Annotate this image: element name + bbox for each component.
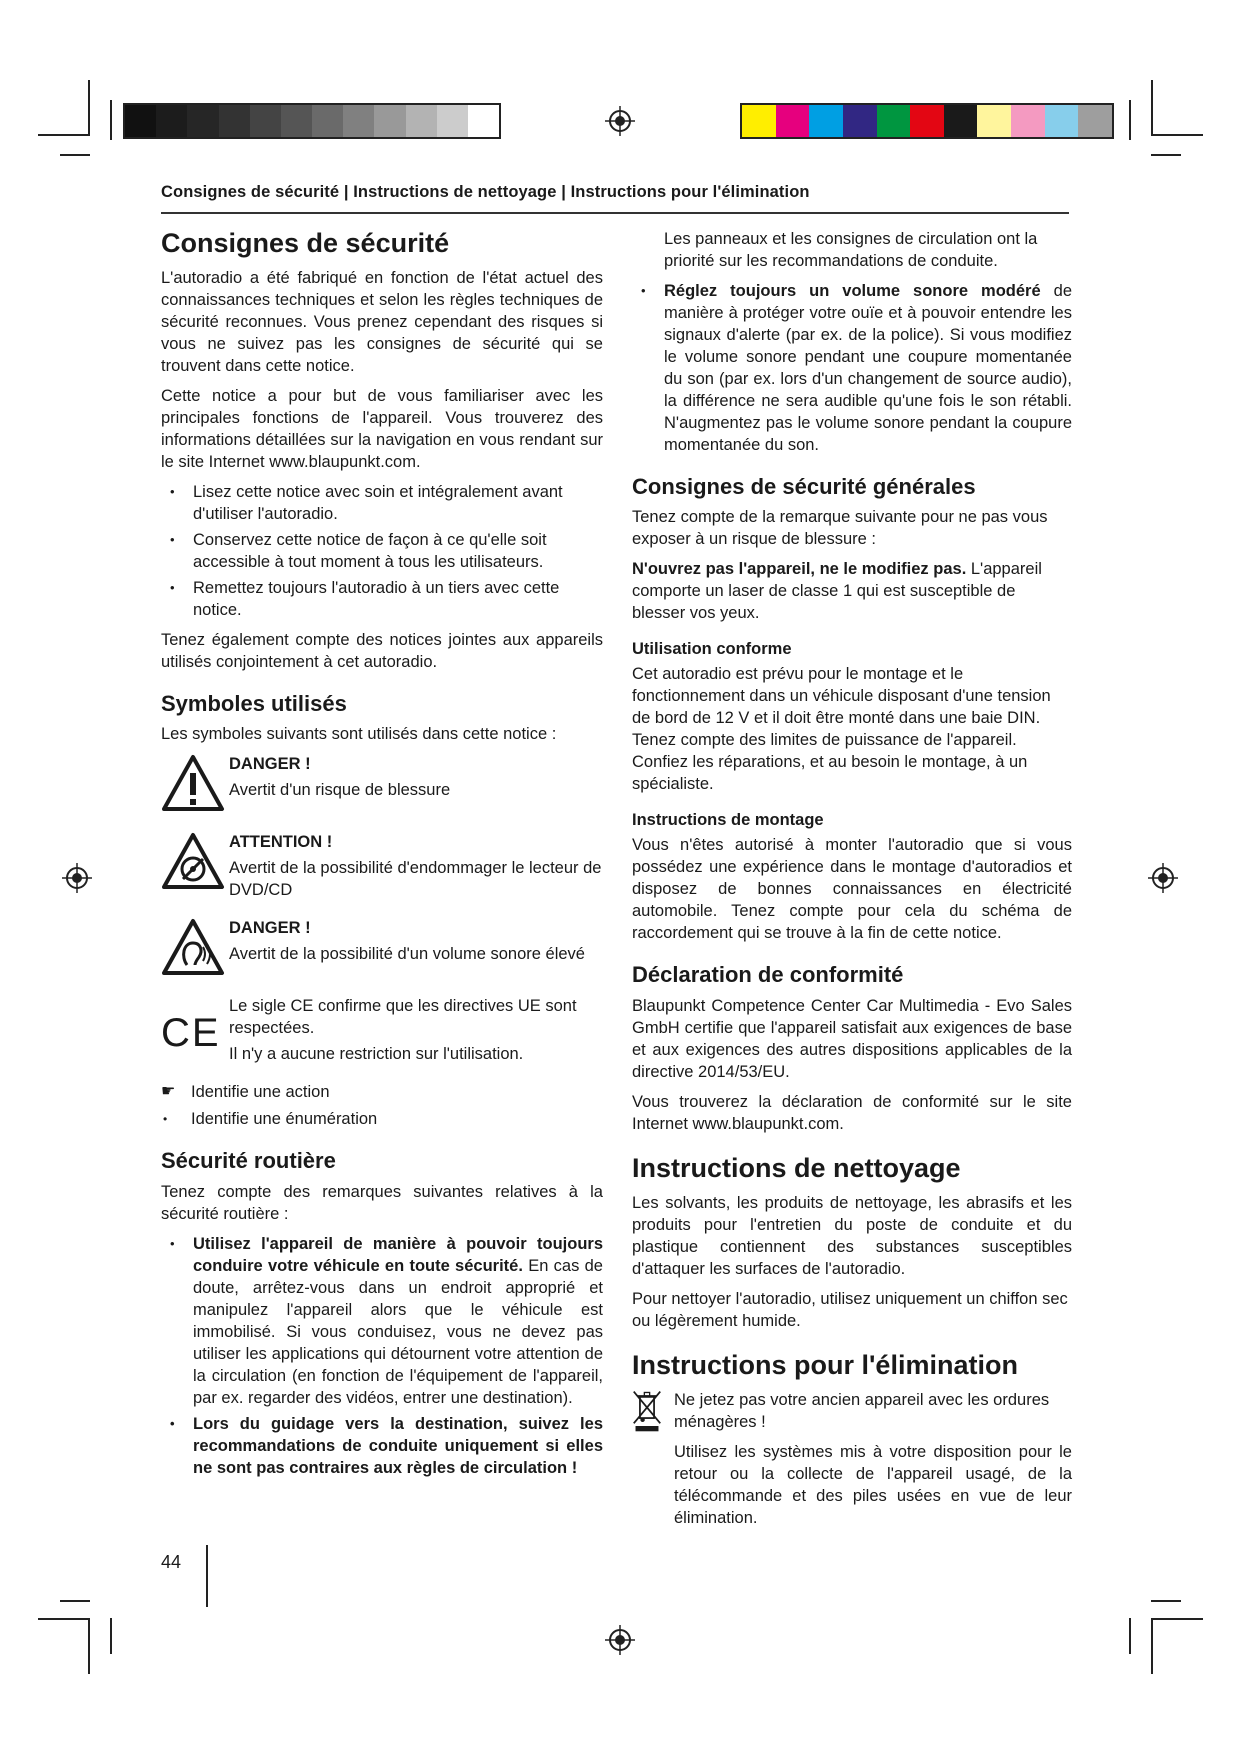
subsection-title-mounting: Instructions de montage <box>632 811 824 830</box>
symbol-title: DANGER ! <box>229 755 311 774</box>
section-title-cleaning: Instructions de nettoyage <box>632 1152 961 1183</box>
paragraph: Les symboles suivants sont utilisés dans cette notice : <box>161 725 557 744</box>
section-title-road-safety: Sécurité routière <box>161 1148 336 1174</box>
paragraph: Cette notice a pour but de vous familiariser avec les principales fonctions de l'appareil. Vous trouverez des informations détaillées sur la navigation en vous rendant sur le site Internet www.blaupunkt.com. <box>161 387 603 472</box>
calibration-swatch <box>1011 105 1045 137</box>
paragraph: L'autoradio a été fabriqué en fonction de l'état actuel des connaissances techniques et selon les règles techniques de sécurité reconnues. Vous prenez cependant des risques si vous ne suivez pas les consignes de sécurité qui se trouvent dans cette notice. <box>161 269 603 376</box>
paragraph: Vous n'êtes autorisé à monter l'autoradio que si vous possédez une expérience dans le montage d'autoradios et disposez de bonnes connaissances en électricité automobile. Tenez compte pour cela du schéma de raccordement qui se trouve à la fin de cette notice. <box>632 836 1072 943</box>
calibration-swatch <box>187 105 218 137</box>
list-item: • Lisez cette notice avec soin et intégralement avant d'utiliser l'autoradio. <box>161 481 603 525</box>
ce-note: Il n'y a aucune restriction sur l'utilisation. <box>229 1045 524 1064</box>
symbol-volume-danger <box>161 917 603 979</box>
crop-mark <box>1129 1618 1131 1654</box>
paragraph: Tenez compte des remarques suivantes relatives à la sécurité routière : <box>161 1182 603 1223</box>
calibration-swatch <box>343 105 374 137</box>
subsection-title-intended-use: Utilisation conforme <box>632 640 792 659</box>
crop-mark <box>38 134 90 136</box>
paragraph: Vous trouverez la déclaration de conformité sur le site Internet www.blaupunkt.com. <box>632 1092 1072 1133</box>
crop-mark <box>1151 1618 1153 1674</box>
calibration-swatch <box>374 105 405 137</box>
registration-mark-icon <box>605 1625 635 1655</box>
left-column <box>161 228 603 1487</box>
crop-mark <box>60 1600 90 1602</box>
crop-mark <box>1151 80 1153 136</box>
registration-mark-icon <box>62 863 92 893</box>
crossed-bin-icon <box>632 1389 674 1438</box>
crop-mark <box>60 154 90 156</box>
disposal-block <box>632 1389 1072 1537</box>
action-label: Identifie une action <box>191 1083 330 1102</box>
footer-rule <box>206 1545 208 1607</box>
paragraph: Cet autoradio est prévu pour le montage et le fonctionnement dans un véhicule disposant d'une tension de bord de 12 V et il doit être monté dans une baie DIN. Tenez compte des limites de puissance de l'appareil. Confiez les réparations, et au besoin le montage, à un spécialiste. <box>632 665 1051 794</box>
enumeration-marker-row <box>161 1108 603 1130</box>
right-column <box>632 228 1072 1537</box>
crop-mark <box>88 80 90 136</box>
paragraph: Les solvants, les produits de nettoyage, les abrasifs et les produits pour l'entretien du poste de conduite et du plastique contiennent des substances susceptibles d'attaquer les surfaces de l'autoradio. <box>632 1193 1072 1278</box>
calibration-swatch <box>312 105 343 137</box>
calibration-swatch <box>468 105 499 137</box>
calibration-swatch <box>776 105 810 137</box>
action-marker-row <box>161 1081 603 1103</box>
symbol-ce <box>161 995 603 1065</box>
symbol-title: DANGER ! <box>229 919 311 938</box>
list-item: • Réglez toujours un volume sonore modéré de manière à protéger votre ouïe et à pouvoir entendre les signaux d'alerte (par ex. de la police). Si vous modifiez le volume sonore pendant une coupure momentanée du son (par ex. lors d'un changement de source audio), la différence ne sera audible qu'une fois le son rétabli. N'augmentez pas le volume sonore pendant la coupure momentanée du son. <box>632 280 1072 456</box>
symbol-description: Avertit de la possibilité d'un volume sonore élevé <box>229 945 585 964</box>
crop-mark <box>1129 100 1131 140</box>
bullet-list <box>632 280 1072 456</box>
calibration-swatch <box>1045 105 1079 137</box>
bullet-list <box>161 1233 603 1479</box>
list-item: • Utilisez l'appareil de manière à pouvoir toujours conduire votre véhicule en toute sécurité. En cas de doute, arrêtez-vous dans un endroit approprié et manipulez l'appareil alors que le véhicule est immobilisé. Si vous conduisez, vous ne devez pas utiliser les applications qui détournent votre attention de la circulation (en fonction de l'équipement de l'appareil, par ex. regarder des vidéos, entrer une destination). <box>161 1233 603 1409</box>
section-title-symbols: Symboles utilisés <box>161 691 347 717</box>
paragraph: Les panneaux et les consignes de circulation ont la priorité sur les recommandations de conduite. <box>664 230 1038 270</box>
list-item: • Conservez cette notice de façon à ce qu'elle soit accessible à tout moment à tous les utilisateurs. <box>161 529 603 573</box>
calibration-swatch <box>809 105 843 137</box>
symbol-description: Avertit de la possibilité d'endommager le lecteur de DVD/CD <box>229 859 602 900</box>
bullet-list <box>161 481 603 621</box>
bullet-icon: • <box>163 1112 168 1127</box>
calibration-swatch <box>977 105 1011 137</box>
calibration-swatch <box>877 105 911 137</box>
symbol-title: ATTENTION ! <box>229 833 333 852</box>
ce-mark-icon: CE <box>161 1011 221 1056</box>
calibration-swatch <box>219 105 250 137</box>
paragraph: Ne jetez pas votre ancien appareil avec les ordures ménagères ! <box>674 1390 1050 1431</box>
calibration-swatch <box>944 105 978 137</box>
header-rule <box>161 212 1069 214</box>
crop-mark <box>110 100 112 140</box>
calibration-swatch <box>156 105 187 137</box>
paragraph: Utilisez les systèmes mis à votre disposition pour le retour ou la collecte de l'appareil usagé, de la télécommande et des piles usées en vue de leur élimination. <box>674 1442 1072 1527</box>
list-item: • Lors du guidage vers la destination, suivez les recommandations de conduite uniquement si elles ne sont pas contraires aux règles de circulation ! <box>161 1413 603 1479</box>
disc-warning-icon <box>161 831 229 893</box>
paragraph: Tenez compte de la remarque suivante pour ne pas vous exposer à un risque de blessure : <box>632 508 1048 549</box>
crop-mark <box>1151 1618 1203 1620</box>
running-header: Consignes de sécurité | Instructions de nettoyage | Instructions pour l'élimination <box>161 183 810 201</box>
crop-mark <box>110 1618 112 1654</box>
warning-triangle-icon <box>161 753 229 815</box>
calibration-swatch <box>910 105 944 137</box>
symbol-attention <box>161 831 603 901</box>
crop-mark <box>1151 154 1181 156</box>
ce-description: Le sigle CE confirme que les directives UE sont respectées. <box>229 997 577 1038</box>
list-item: • Remettez toujours l'autoradio à un tiers avec cette notice. <box>161 577 603 621</box>
pointing-hand-icon: ☛ <box>161 1083 176 1101</box>
paragraph: Pour nettoyer l'autoradio, utilisez uniquement un chiffon sec ou légèrement humide. <box>632 1289 1068 1330</box>
crop-mark <box>88 1618 90 1674</box>
calibration-swatch <box>843 105 877 137</box>
calibration-swatch <box>250 105 281 137</box>
crop-mark <box>38 1618 90 1620</box>
crop-mark <box>1151 1600 1181 1602</box>
section-title-conformity: Déclaration de conformité <box>632 962 904 988</box>
calibration-swatch <box>437 105 468 137</box>
calibration-swatch <box>125 105 156 137</box>
calibration-swatch <box>406 105 437 137</box>
registration-mark-icon <box>1148 863 1178 893</box>
section-title-disposal: Instructions pour l'élimination <box>632 1349 1018 1380</box>
page-number: 44 <box>161 1552 182 1572</box>
symbol-description: Avertit d'un risque de blessure <box>229 781 451 800</box>
grayscale-calibration-bar <box>123 103 501 139</box>
calibration-swatch <box>281 105 312 137</box>
symbol-danger <box>161 753 603 815</box>
ear-warning-icon <box>161 917 229 979</box>
registration-mark-icon <box>605 106 635 136</box>
enumeration-label: Identifie une énumération <box>191 1110 378 1129</box>
paragraph: Blaupunkt Competence Center Car Multimedia - Evo Sales GmbH certifie que l'appareil satisfait aux exigences de base et aux exigences des autres dispositions applicables de la directive 2014/53/EU. <box>632 996 1072 1081</box>
section-title-safety: Consignes de sécurité <box>161 228 450 258</box>
paragraph: Tenez également compte des notices jointes aux appareils utilisés conjointement à cet autoradio. <box>161 631 603 672</box>
crop-mark <box>1151 134 1203 136</box>
calibration-swatch <box>1078 105 1112 137</box>
paragraph: N'ouvrez pas l'appareil, ne le modifiez pas. L'appareil comporte un laser de classe 1 qui est susceptible de blesser vos yeux. <box>632 560 1042 623</box>
section-title-general-safety: Consignes de sécurité générales <box>632 474 976 499</box>
color-calibration-bar <box>740 103 1114 139</box>
calibration-swatch <box>742 105 776 137</box>
